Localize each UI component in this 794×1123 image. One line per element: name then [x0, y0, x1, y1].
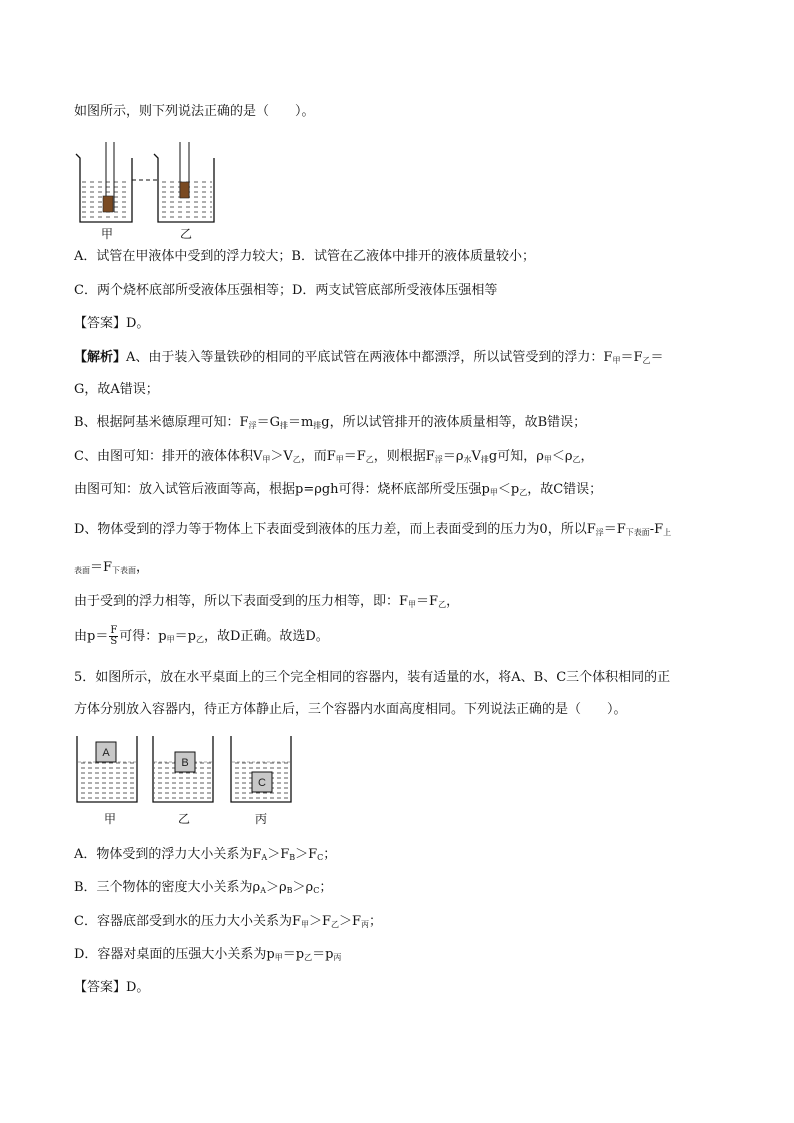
option-text: ＞ρ [265, 880, 287, 895]
subscript: 甲 [489, 488, 498, 497]
subscript: 乙 [304, 953, 313, 962]
option-text: ； [323, 847, 337, 862]
subscript: 排 [480, 455, 489, 464]
q4-analysis-line-9 [74, 626, 329, 647]
q4-analysis-line-4 [74, 449, 594, 466]
subscript: 乙 [438, 600, 447, 609]
option-text: A．物体受到的浮力大小关系为F [74, 847, 262, 862]
q4-analysis-line-2: G，故A错误； [74, 382, 159, 397]
subscript: 浮 [434, 455, 443, 464]
subscript: 浮 [595, 528, 604, 537]
analysis-text: ＝ [650, 350, 664, 365]
option-text: ＞F [295, 847, 318, 862]
q5-figure [74, 736, 304, 808]
option-text: ＞F [308, 914, 331, 929]
subscript: 甲 [300, 920, 309, 929]
option-text: ＞ρ [292, 880, 314, 895]
analysis-text: g可知，ρ [488, 449, 544, 464]
subscript: 乙 [292, 455, 301, 464]
analysis-text: ＝m [287, 415, 314, 430]
analysis-text: ， [446, 594, 460, 609]
subscript: 乙 [572, 455, 581, 464]
q5-stem-line-1: 5．如图所示，放在水平桌面上的三个完全相同的容器内，装有适量的水，将A、B、C三个体积相同的正 [74, 670, 671, 685]
container-bing [231, 736, 291, 802]
q4-options-cd: C．两个烧杯底部所受液体压强相等；D．两支试管底部所受液体压强相等 [74, 283, 498, 298]
subscript: C [313, 886, 320, 895]
container-yi [153, 736, 213, 802]
subscript: 乙 [642, 356, 651, 365]
q4-label-yi: 乙 [180, 227, 193, 241]
q5-label-yi: 乙 [178, 812, 191, 826]
q4-label-jia: 甲 [101, 227, 114, 241]
cube-label-b: B [181, 757, 189, 769]
subscript: 丙 [361, 920, 370, 929]
subscript: 甲 [274, 953, 283, 962]
q4-analysis-line-6 [74, 522, 671, 539]
analysis-text: ＝F [620, 350, 643, 365]
subscript: B [289, 853, 296, 862]
subscript: 甲 [262, 455, 271, 464]
cube-label-a: A [102, 747, 110, 759]
analysis-text: ＜p [497, 482, 520, 497]
q4-analysis-line-5 [74, 482, 602, 499]
subscript: 下表面 [625, 528, 650, 537]
subscript: 甲 [166, 635, 175, 644]
subscript: 甲 [612, 356, 621, 365]
q5-option-a [74, 847, 336, 864]
subscript: B [286, 886, 293, 895]
analysis-text: ，故C错误； [527, 482, 603, 497]
q5-stem-line-2: 方体分别放入容器内，待正方体静止后，三个容器内水面高度相同。下列说法正确的是（ ）。 [74, 702, 627, 717]
subscript: 甲 [408, 600, 417, 609]
option-text: C．容器底部受到水的压力大小关系为F [74, 914, 301, 929]
analysis-text: A、由于装入等量铁砂的相同的平底试管在两液体中都漂浮，所以试管受到的浮力：F [126, 350, 613, 365]
analysis-text: ， [580, 449, 594, 464]
option-text: ； [369, 914, 383, 929]
analysis-text: ＝F [90, 560, 113, 575]
fraction-numerator: F [110, 625, 118, 636]
analysis-text: -F [649, 522, 664, 537]
option-text: ＝p [312, 947, 334, 962]
analysis-text: 由图可知：放入试管后液面等高，根据p=ρgh可得：烧杯底部所受压强p [74, 482, 490, 497]
analysis-text: 由于受到的浮力相等，所以下表面受到的压力相等，即：F [74, 594, 409, 609]
analysis-text: 可得：p [119, 629, 167, 644]
q5-label-jia: 甲 [104, 812, 117, 826]
subscript: 表面 [74, 566, 90, 575]
analysis-text: ，故D正确。故选D。 [203, 629, 329, 644]
analysis-text: ＝ρ [442, 449, 464, 464]
q5-option-b [74, 880, 332, 897]
beaker-yi [154, 142, 214, 222]
fraction-denominator: S [110, 636, 118, 647]
subscript: 排 [313, 421, 322, 430]
q4-options-ab: A．试管在甲液体中受到的浮力较大；B．试管在乙液体中排开的液体质量较小； [74, 249, 535, 264]
subscript: 排 [279, 421, 288, 430]
analysis-text: ＝F [343, 449, 366, 464]
subscript: 上 [663, 528, 672, 537]
analysis-text: ＝G [256, 415, 280, 430]
subscript: 水 [463, 455, 472, 464]
subscript: 下表面 [112, 566, 137, 575]
analysis-text: ＞V [270, 449, 293, 464]
analysis-text: ＜ρ [551, 449, 573, 464]
analysis-text: D、物体受到的浮力等于物体上下表面受到液体的压力差，而上表面受到的压力为0，所以F [74, 522, 596, 537]
option-text: ； [319, 880, 333, 895]
subscript: 乙 [519, 488, 528, 497]
subscript: 浮 [248, 421, 257, 430]
container-jia [77, 736, 137, 802]
analysis-text: ， [136, 560, 150, 575]
subscript: 甲 [543, 455, 552, 464]
q4-analysis-line-7 [74, 560, 149, 577]
fraction-f-over-s [109, 626, 118, 647]
option-text: ＝p [282, 947, 305, 962]
subscript: A [261, 853, 268, 862]
q4-analysis-line-1 [74, 350, 663, 367]
subscript: 甲 [335, 455, 344, 464]
option-text: D．容器对桌面的压强大小关系为p [74, 947, 275, 962]
option-text: ＞F [339, 914, 362, 929]
option-text: B．三个物体的密度大小关系为ρ [74, 880, 261, 895]
analysis-text: V [471, 449, 481, 464]
analysis-text: ，而F [300, 449, 336, 464]
subscript: 乙 [331, 920, 339, 929]
analysis-text: 由p＝ [74, 629, 109, 644]
analysis-text: ＝F [603, 522, 626, 537]
subscript: A [260, 886, 266, 895]
analysis-text: C、由图可知：排开的液体体积V [74, 449, 263, 464]
option-text: ＞F [267, 847, 290, 862]
subscript: 丙 [333, 953, 342, 962]
analysis-text: ＝F [416, 594, 439, 609]
q4-figure [74, 140, 244, 242]
cube-label-c: C [258, 777, 266, 789]
analysis-text: g，所以试管排开的液体质量相等，故B错误； [321, 415, 587, 430]
q5-option-d [74, 947, 341, 964]
beaker-jia [76, 142, 132, 222]
analysis-tag: 【解析】 [74, 350, 127, 365]
subscript: 乙 [195, 635, 204, 644]
analysis-text: B、根据阿基米德原理可知：F [74, 415, 249, 430]
q4-answer: 【答案】D。 [74, 316, 150, 331]
analysis-text: ＝p [174, 629, 196, 644]
q5-option-c [74, 914, 382, 931]
q4-analysis-line-3 [74, 415, 586, 432]
q4-analysis-line-8 [74, 594, 459, 611]
q5-label-bing: 丙 [255, 812, 268, 826]
q4-stem: 如图所示，则下列说法正确的是（ ）。 [74, 104, 315, 119]
subscript: 乙 [365, 455, 374, 464]
subscript: C [317, 853, 324, 862]
analysis-text: ，则根据F [373, 449, 435, 464]
q5-answer: 【答案】D。 [74, 980, 150, 995]
